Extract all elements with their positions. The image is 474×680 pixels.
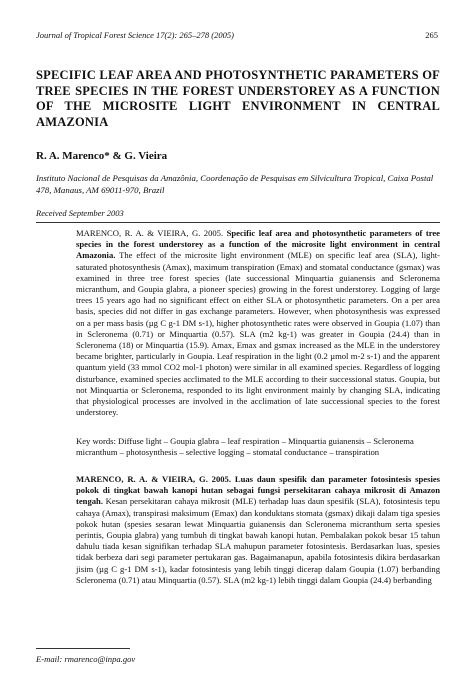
- article-title: SPECIFIC LEAF AREA AND PHOTOSYNTHETIC PARAMETERS OF TREE SPECIES IN THE FOREST UNDERSTOREY AS A FUNCTION OF THE MICROSITE LIGHT ENVIRONMENT IN CENTRAL AMAZONIA: [36, 68, 440, 129]
- journal-citation: Journal of Tropical Forest Science 17(2): 265–278 (2005): [36, 30, 234, 40]
- keywords-label: Key words:: [76, 436, 116, 446]
- abstract-malay: [76, 474, 440, 586]
- abstract-id-body: Kesan persekitaran cahaya mikrosit (MLE) terhadap luas daun spesifik (SLA), fotosintesis tepu cahaya (Amax), transpirasi maksimum (Emax) dan konduktans stomata (gsmax) dikaji dalam tiga spesies pokok hutan (spesies sesaran lewat Minquartia guianensis dan Scleronema micranthum serta spesies perintis, Goupia glabra) yang tumbuh di tingkat bawah kanopi hutan. Pembalakan pokok besar 15 tahun dahulu tiada kesan signifikan terhadap SLA mahupun parameter fotosintesis. Berdasarkan luas, spesies tidak berbeza dari segi parameter pertukaran gas. Bagaimanapun, apabila fotosintesis dikira berdasarkan jisim (µg C g-1 DM s-1), kadar fotosintesis yang lebih tinggi dicerap dalam Goupia (1.07) berbanding Scleronema (0.71) atau Minquartia (0.57). SLA (m2 kg-1) lebih tinggi dalam Goupia (24.4) berbanding: [76, 496, 440, 585]
- article-authors: R. A. Marenco* & G. Vieira: [36, 150, 168, 162]
- abstract-en-citation: MARENCO, R. A. & VIEIRA, G. 2005.: [76, 228, 224, 238]
- keywords: [76, 436, 440, 458]
- abstract-en-body: The effect of the microsite light environment (MLE) on specific leaf area (SLA), light-saturated photosynthesis (Amax), maximum transpiration (Emax) and stomatal conductance (gsmax) was examined in three tree forest species (late successional Minquartia guianensis and Scleronema micranthum, and Goupia glabra, a pioneer species) growing in the forest understorey. Logging of large trees 15 years ago had no significant effect on either SLA or photosynthetic parameters. On a per area basis, species did not differ in gas exchange parameters. However, when photosynthesis was expressed on a per mass basis (µg C g-1 DM s-1), higher photosynthetic rates were observed in Goupia (1.07) than in Scleronema (0.71) or Minquartia (0.57). SLA (m2 kg-1) was greater in Goupia (24.4) than in Scleronema (18) or Minquartia (15.9). Amax, Emax and gsmax increased as the MLE in the understorey became brighter, particularly in Goupia. Leaf respiration in the light (0.2 µmol m-2 s-1) and the apparent quantum yield (33 mmol CO2 mol-1 photon) were similar in all examined species. Regardless of logging disturbance, examined species acclimated to the MLE according to their successional status. Goupia, but not Minquartia or Scleronema, responded to its light environment mainly by changing SLA, indicating that physiological processes are involved in the acclimation of late successional species to the forest understorey.: [76, 250, 440, 418]
- abstract-id-title: Luas daun spesifik dan parameter fotosintesis spesies pokok di tingkat bawah kanopi hutan sebagai fungsi persekitaran cahaya mikrosit di Amazon tengah.: [76, 474, 440, 507]
- abstract-english: [76, 228, 440, 418]
- journal-header: [36, 30, 438, 40]
- author-email: E-mail: rmarenco@inpa.gov: [36, 654, 136, 664]
- abstract-id-citation: MARENCO, R. A. & VIEIRA, G. 2005.: [76, 474, 232, 484]
- header-divider: [36, 222, 440, 223]
- page-number: 265: [425, 30, 438, 40]
- received-date: Received September 2003: [36, 208, 124, 218]
- footnote-divider: [36, 648, 130, 649]
- keywords-text: Diffuse light – Goupia glabra – leaf respiration – Minquartia guianensis – Scleronema micranthum – photosynthesis – selective logging – stomatal conductance – transpiration: [76, 436, 414, 458]
- author-affiliation: Instituto Nacional de Pesquisas da Amazônia, Coordenação de Pesquisas em Silvicultura Tropical, Caixa Postal 478, Manaus, AM 69011-970, Brazil: [36, 173, 434, 195]
- abstract-en-title: Specific leaf area and photosynthetic parameters of tree species in the forest understorey as a function of the microsite light environment in central Amazonia.: [76, 228, 440, 261]
